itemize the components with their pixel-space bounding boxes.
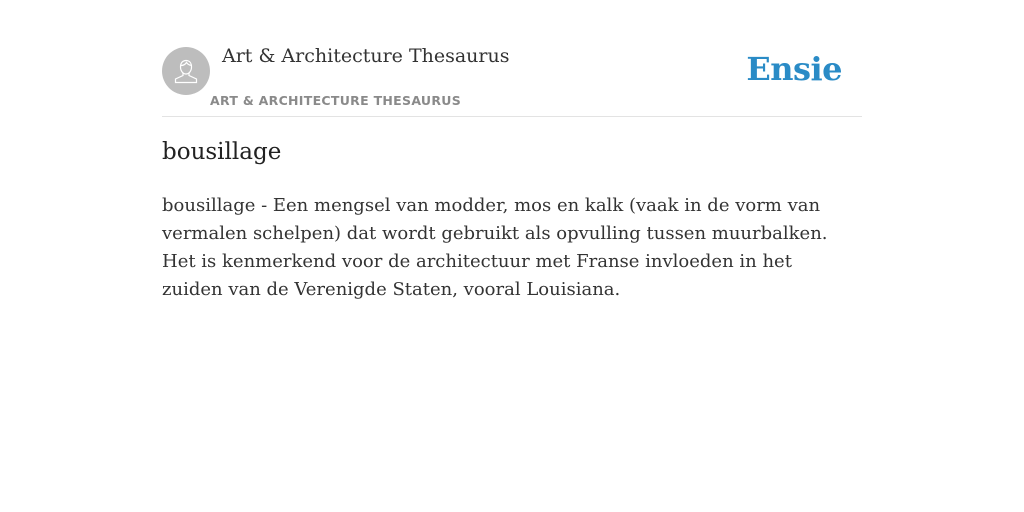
author-avatar[interactable] xyxy=(162,47,210,95)
author-name-link[interactable]: Art & Architecture Thesaurus xyxy=(222,45,510,67)
page-title: bousillage xyxy=(162,139,282,165)
user-icon xyxy=(171,56,201,86)
ensie-logo[interactable]: Ensie xyxy=(746,50,842,88)
header xyxy=(162,0,862,117)
definition-text: bousillage - Een mengsel van modder, mos en kalk (vaak in de vorm van vermalen schelpen) dat wordt gebruikt als opvulling tussen muurbalken. Het is kenmerkend voor de architectuur met Franse invloeden in het zuiden van de Verenigde Staten, vooral Louisiana. xyxy=(162,195,828,300)
author-subtitle: ART & ARCHITECTURE THESAURUS xyxy=(210,93,462,108)
